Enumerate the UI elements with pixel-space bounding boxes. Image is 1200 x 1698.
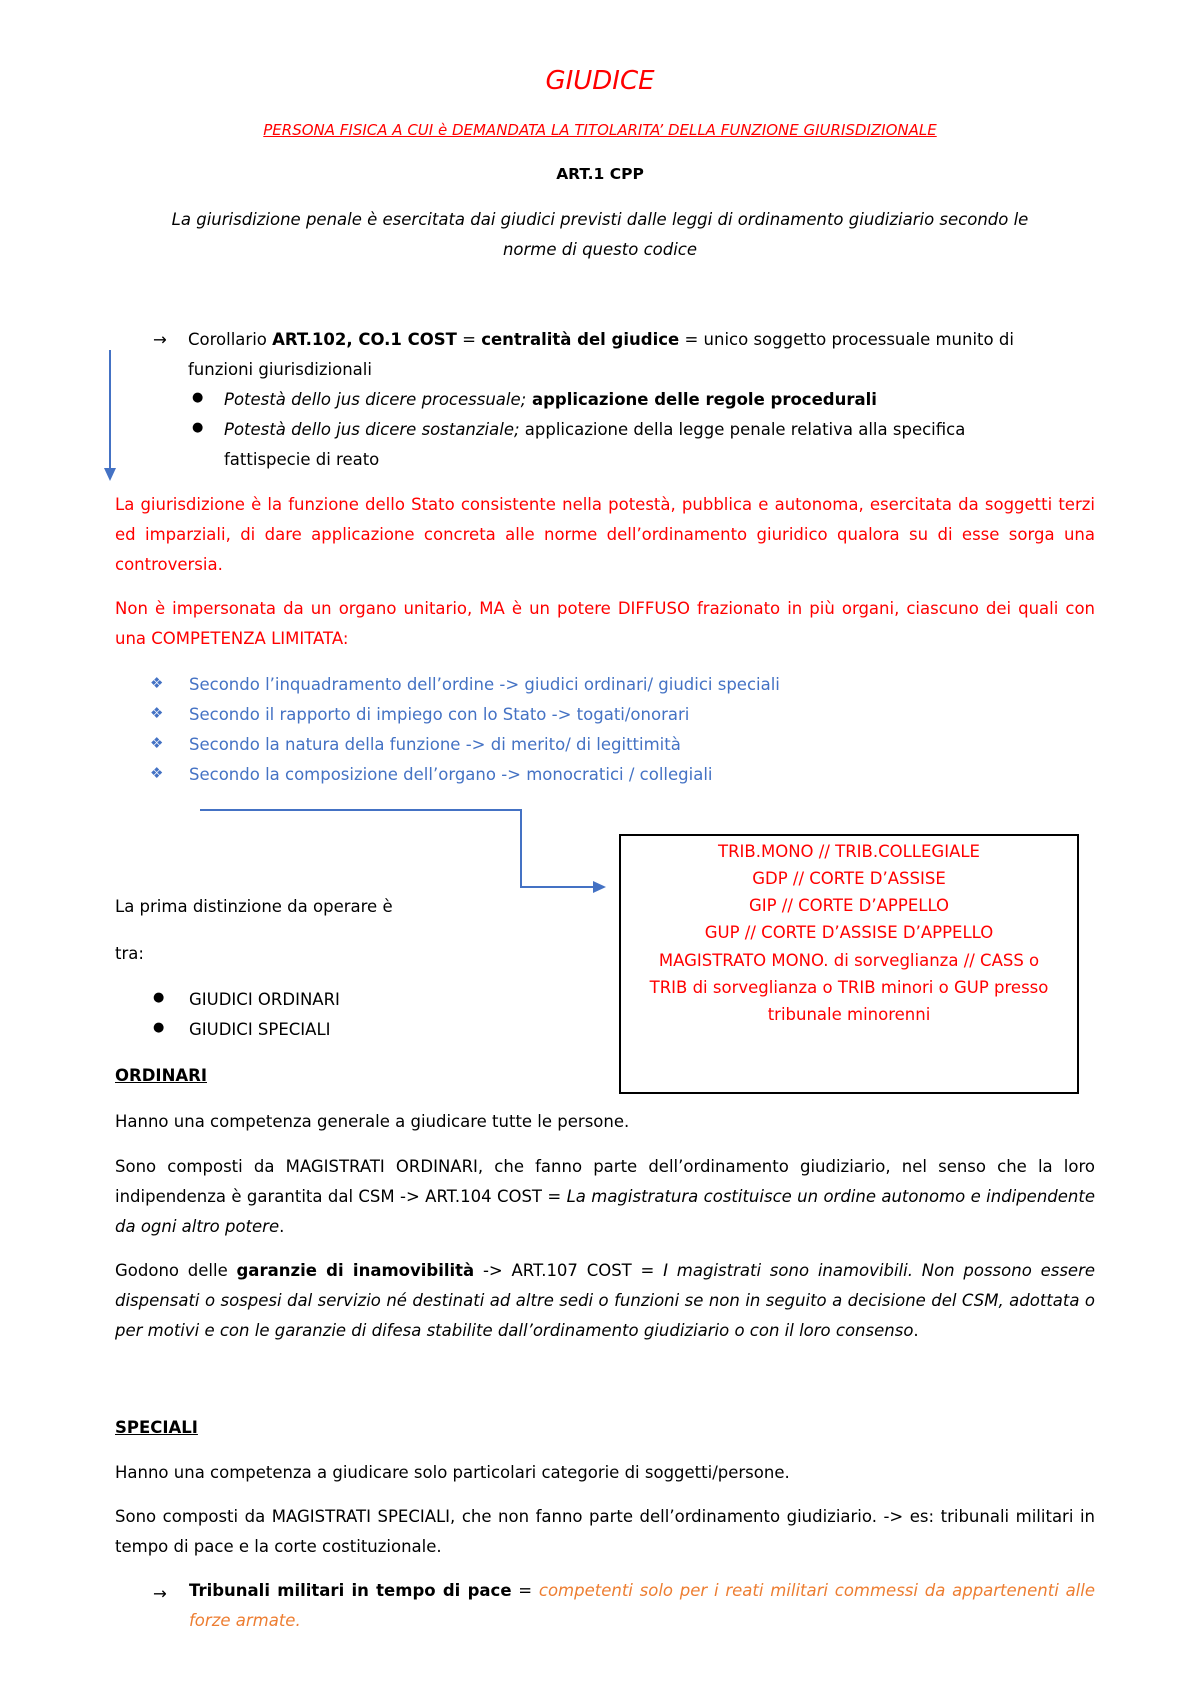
tribunali-militari <box>189 1576 1095 1636</box>
tribunali-militari-eq: = <box>511 1581 539 1600</box>
ordinari-composizione-text: Sono composti da MAGISTRATI ORDINARI, che fanno parte dell’ordinamento giudiziario, nel senso che la loro indipendenza è garantita dal CSM -> ART.104 COST = <box>115 1157 1095 1206</box>
box-line: TRIB di sorveglianza o TRIB minori o GUP presso <box>649 978 1049 997</box>
criterion-item: Secondo la composizione dell’organo -> monocratici / collegiali <box>189 765 713 784</box>
diamond-bullet-icon: ❖ <box>150 734 164 752</box>
box-line: TRIB.MONO // TRIB.COLLEGIALE <box>718 842 980 861</box>
potesta-sostanziale-line2: fattispecie di reato <box>224 450 380 469</box>
page-subtitle: PERSONA FISICA A CUI è DEMANDATA LA TITOLARITA’ DELLA FUNZIONE GIURISDIZIONALE <box>263 121 937 139</box>
giurisdizione-definition: La giurisdizione è la funzione dello Stato consistente nella potestà, pubblica e autonoma, esercitata da soggetti terzi ed imparziali, di dare applicazione concreta alle norme dell’ordinamento giuridico qualora su di esse sorga una controversia. <box>115 495 1095 574</box>
potere-diffuso: Non è impersonata da un organo unitario, MA è un potere DIFFUSO frazionato in più organi, ciascuno dei quali con una COMPETENZA LIMITATA: <box>115 599 1095 648</box>
arrow-bullet-icon: → <box>153 1584 167 1603</box>
art1-heading: ART.1 CPP <box>556 165 644 183</box>
bullet-dot-icon: ● <box>153 990 165 1005</box>
box-line: GDP // CORTE D’ASSISE <box>752 869 946 888</box>
art107-quote: I magistrati sono inamovibili. Non possono essere dispensati o sospesi dal servizio né destinati ad altre sedi o funzioni se non in seguito a decisione del CSM, adottata o per motivi e con le garanzie di difesa stabilite dall’ordinamento giudiziario o con il loro consenso <box>115 1261 1096 1340</box>
corollario-text: Corollario <box>188 330 273 349</box>
art1-quote-line1: La giurisdizione penale è esercitata dai giudici previsti dalle leggi di ordinamento giudiziario secondo le <box>171 210 1029 229</box>
ordinari-composizione-end: . <box>279 1217 285 1236</box>
criterion-item: Secondo l’inquadramento dell’ordine -> giudici ordinari/ giudici speciali <box>189 675 780 694</box>
elbow-arrow-connector <box>195 800 615 900</box>
garanzie-article: -> ART.107 COST = <box>474 1261 664 1280</box>
speciali-heading: SPECIALI <box>115 1418 198 1437</box>
criterion-item: Secondo il rapporto di impiego con lo Stato -> togati/onorari <box>189 705 690 724</box>
art104-quote: La magistratura costituisce un ordine autonomo e indipendente da ogni altro potere <box>115 1187 1095 1236</box>
potesta-sostanziale-label: Potestà dello jus dicere sostanziale; <box>224 420 520 439</box>
garanzie-end: . <box>913 1321 919 1340</box>
bullet-dot-icon: ● <box>153 1020 165 1035</box>
arrow-bullet-icon: → <box>153 330 167 349</box>
distinction-item: GIUDICI SPECIALI <box>189 1020 331 1039</box>
speciali-competenza: Hanno una competenza a giudicare solo particolari categorie di soggetti/persone. <box>115 1463 790 1482</box>
corollario-article: ART.102, CO.1 COST <box>272 330 457 349</box>
corollario-line2: funzioni giurisdizionali <box>188 360 372 379</box>
distinction-item: GIUDICI ORDINARI <box>189 990 340 1009</box>
box-line: GIP // CORTE D’APPELLO <box>748 896 950 915</box>
bullet-dot-icon: ● <box>192 390 204 405</box>
ordinari-garanzie <box>115 1256 1095 1346</box>
potesta-processuale-label: Potestà dello jus dicere processuale; <box>224 390 527 409</box>
ordinari-heading: ORDINARI <box>115 1066 207 1085</box>
diamond-bullet-icon: ❖ <box>150 704 164 722</box>
corollario-rest: = unico soggetto processuale munito di <box>679 330 1014 349</box>
box-line: GUP // CORTE D’ASSISE D’APPELLO <box>704 923 994 942</box>
criterion-item: Secondo la natura della funzione -> di merito/ di legittimità <box>189 735 681 754</box>
diamond-bullet-icon: ❖ <box>150 674 164 692</box>
potesta-sostanziale <box>224 420 965 440</box>
distinction-line1: La prima distinzione da operare è <box>115 897 393 916</box>
speciali-composizione: Sono composti da MAGISTRATI SPECIALI, che non fanno parte dell’ordinamento giudiziario. -> es: tribunali militari in tempo di pace e la corte costituzionale. <box>115 1507 1095 1556</box>
garanzie-text: Godono delle <box>115 1261 237 1280</box>
box-line: tribunale minorenni <box>767 1005 931 1024</box>
corollario-eq: = <box>456 330 482 349</box>
corollario-centrality: centralità del giudice <box>481 330 680 349</box>
corollario-line1 <box>188 330 1014 350</box>
potesta-processuale-desc: applicazione delle regole procedurali <box>526 390 877 409</box>
box-line: MAGISTRATO MONO. di sorveglianza // CASS o <box>658 951 1040 970</box>
bullet-dot-icon: ● <box>192 420 204 435</box>
page-title: GIUDICE <box>545 66 655 96</box>
diamond-bullet-icon: ❖ <box>150 764 164 782</box>
potesta-sostanziale-desc: applicazione della legge penale relativa alla specifica <box>519 420 966 439</box>
down-arrow-connector <box>100 348 120 483</box>
ordinari-composizione <box>115 1152 1095 1242</box>
garanzie-inamovibilita: garanzie di inamovibilità <box>236 1261 475 1280</box>
distinction-line2: tra: <box>115 944 144 963</box>
potesta-processuale <box>224 390 877 410</box>
ordinari-competenza: Hanno una competenza generale a giudicare tutte le persone. <box>115 1112 630 1131</box>
art1-quote-line2: norme di questo codice <box>502 240 698 259</box>
tribunali-militari-desc: competenti solo per i reati militari commessi da appartenenti alle forze armate. <box>189 1581 1095 1630</box>
tribunali-militari-label: Tribunali militari in tempo di pace <box>189 1581 512 1600</box>
